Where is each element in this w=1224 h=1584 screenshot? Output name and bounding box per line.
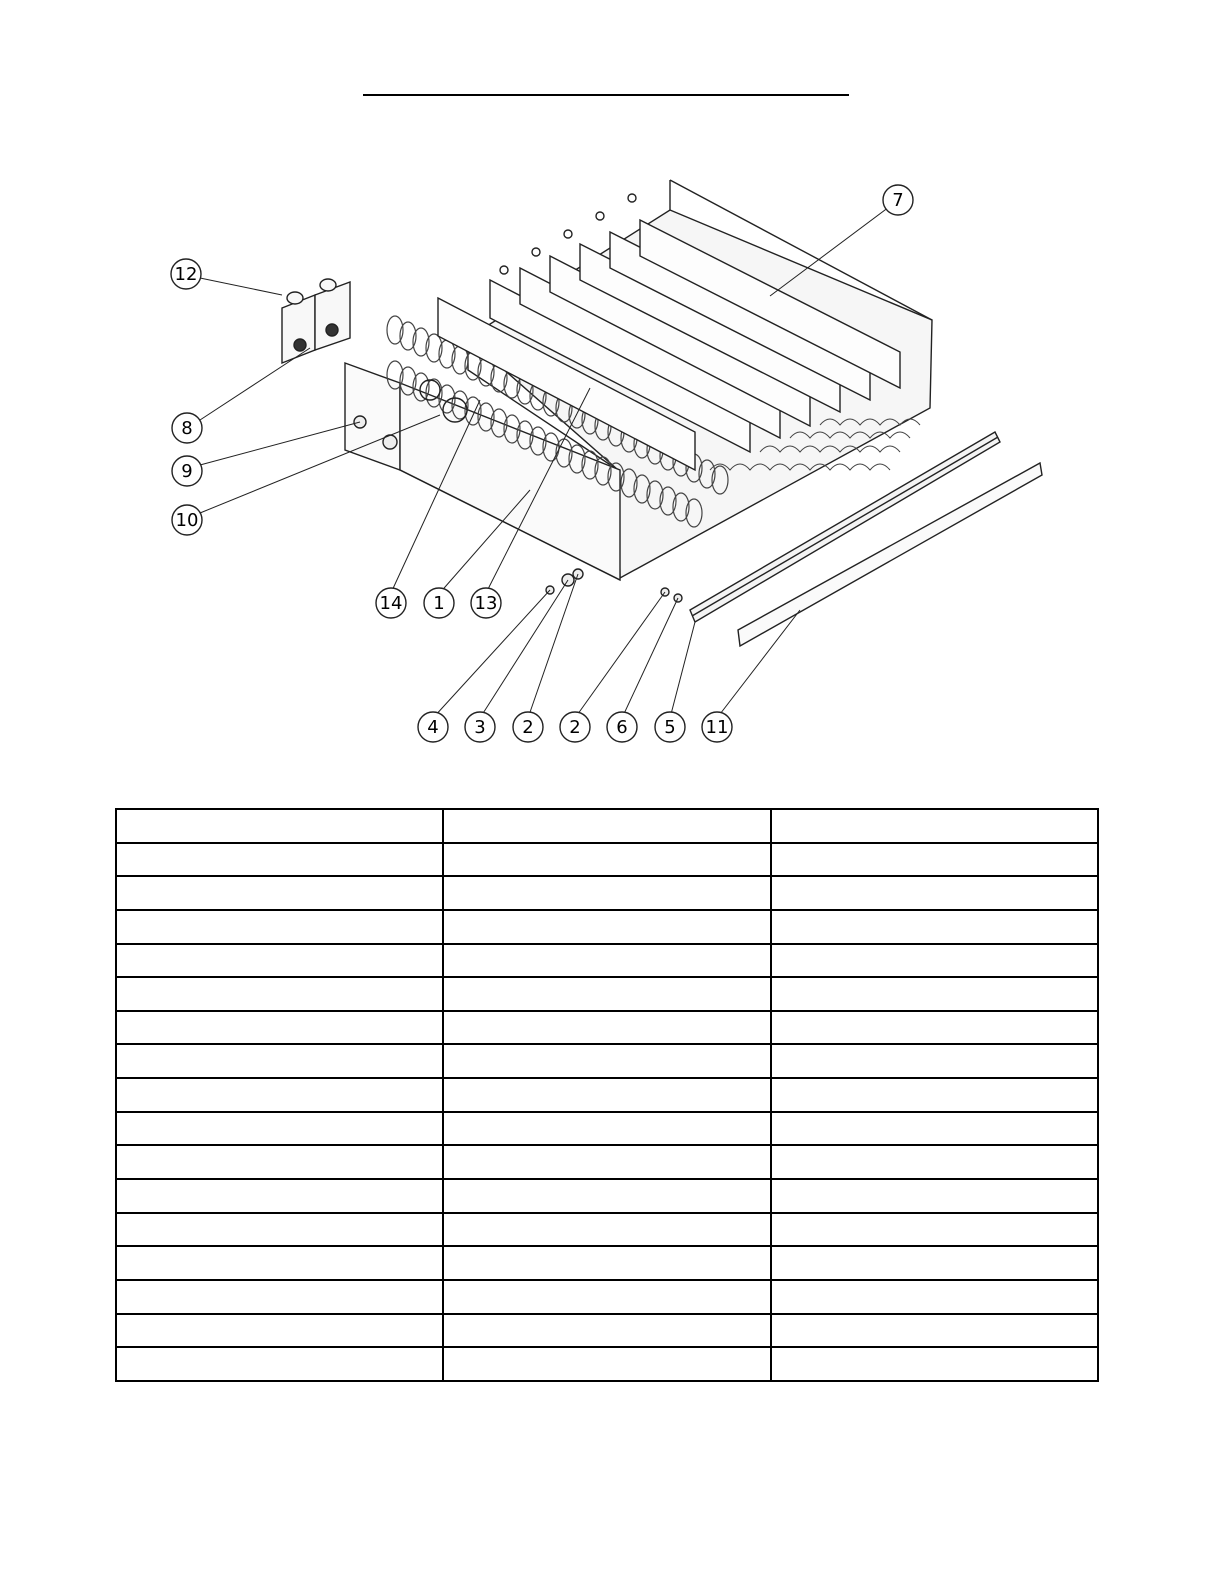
table-cell xyxy=(116,1314,443,1348)
table-cell xyxy=(771,910,1098,944)
table-cell xyxy=(771,1112,1098,1146)
table-row xyxy=(116,1246,1098,1280)
table-cell xyxy=(771,1145,1098,1179)
callout-11-label: 11 xyxy=(705,717,729,738)
table-cell xyxy=(443,1179,770,1213)
table-cell xyxy=(443,1044,770,1078)
table-row xyxy=(116,1347,1098,1381)
table-cell xyxy=(116,910,443,944)
table-row xyxy=(116,1213,1098,1247)
table-cell xyxy=(771,977,1098,1011)
callout-2a-label: 2 xyxy=(522,717,534,738)
table-cell xyxy=(116,876,443,910)
callout-7 xyxy=(883,185,913,215)
table-row xyxy=(116,1078,1098,1112)
table-cell xyxy=(771,1314,1098,1348)
table-row xyxy=(116,1044,1098,1078)
table-cell xyxy=(443,910,770,944)
table-cell xyxy=(443,1246,770,1280)
table-cell xyxy=(443,1280,770,1314)
table-cell xyxy=(116,1011,443,1045)
table-cell xyxy=(443,1011,770,1045)
callout-9-label: 9 xyxy=(181,461,193,482)
callout-9 xyxy=(172,456,202,486)
callout-2b-label: 2 xyxy=(569,717,581,738)
callout-12-label: 12 xyxy=(174,264,198,285)
callout-7-label: 7 xyxy=(892,190,904,211)
callout-10 xyxy=(172,505,202,535)
table-cell xyxy=(771,1347,1098,1381)
callout-13-label: 13 xyxy=(474,593,498,614)
callout-3 xyxy=(465,712,495,742)
table-row xyxy=(116,1314,1098,1348)
table-row xyxy=(116,843,1098,877)
table-cell xyxy=(771,1011,1098,1045)
callout-12 xyxy=(171,259,201,289)
table-cell xyxy=(443,1078,770,1112)
motor-modules xyxy=(282,279,350,363)
table-cell xyxy=(771,1044,1098,1078)
callout-14 xyxy=(376,588,406,618)
table-cell xyxy=(116,1213,443,1247)
table-cell xyxy=(443,1347,770,1381)
table-row xyxy=(116,977,1098,1011)
callout-4 xyxy=(418,712,448,742)
callout-13 xyxy=(471,588,501,618)
table-row xyxy=(116,1179,1098,1213)
callout-2a xyxy=(513,712,543,742)
callout-3-label: 3 xyxy=(474,717,486,738)
table-cell xyxy=(443,1213,770,1247)
table-cell xyxy=(116,809,443,843)
table-cell xyxy=(116,944,443,978)
callout-10-label: 10 xyxy=(175,510,199,531)
table-row xyxy=(116,1145,1098,1179)
table-cell xyxy=(116,1347,443,1381)
table-cell xyxy=(443,1145,770,1179)
callout-8 xyxy=(172,413,202,443)
table-cell xyxy=(771,843,1098,877)
table-cell xyxy=(116,1179,443,1213)
callout-6 xyxy=(607,712,637,742)
table-row xyxy=(116,1112,1098,1146)
table-cell xyxy=(443,843,770,877)
callout-5-label: 5 xyxy=(664,717,676,738)
table-cell xyxy=(771,1280,1098,1314)
table-row xyxy=(116,1280,1098,1314)
table-cell xyxy=(443,944,770,978)
table-cell xyxy=(771,944,1098,978)
table-cell xyxy=(116,1044,443,1078)
callout-1 xyxy=(424,588,454,618)
callout-5 xyxy=(655,712,685,742)
title-underline xyxy=(363,94,849,96)
table-cell xyxy=(443,1314,770,1348)
table-cell xyxy=(443,977,770,1011)
table-cell xyxy=(771,1246,1098,1280)
table-cell xyxy=(771,1179,1098,1213)
table-cell xyxy=(116,1112,443,1146)
table-cell xyxy=(443,876,770,910)
callout-14-label: 14 xyxy=(379,593,403,614)
table-row xyxy=(116,910,1098,944)
table-cell xyxy=(116,977,443,1011)
callout-4-label: 4 xyxy=(427,717,439,738)
label-strip xyxy=(738,463,1042,646)
table-row xyxy=(116,944,1098,978)
table-cell xyxy=(771,876,1098,910)
table-cell xyxy=(116,1246,443,1280)
table-cell xyxy=(443,809,770,843)
parts-list-table xyxy=(115,808,1099,1382)
callout-1-label: 1 xyxy=(433,593,445,614)
callout-2b xyxy=(560,712,590,742)
table-cell xyxy=(116,1145,443,1179)
callout-8-label: 8 xyxy=(181,418,193,439)
table-cell xyxy=(771,1213,1098,1247)
table-row xyxy=(116,876,1098,910)
table-cell xyxy=(771,1078,1098,1112)
table-row xyxy=(116,809,1098,843)
table-cell xyxy=(116,843,443,877)
callout-11 xyxy=(702,712,732,742)
table-cell xyxy=(116,1280,443,1314)
exploded-assembly-diagram xyxy=(150,170,1070,750)
table-cell xyxy=(443,1112,770,1146)
callout-6-label: 6 xyxy=(616,717,628,738)
table-cell xyxy=(771,809,1098,843)
table-cell xyxy=(116,1078,443,1112)
table-row xyxy=(116,1011,1098,1045)
